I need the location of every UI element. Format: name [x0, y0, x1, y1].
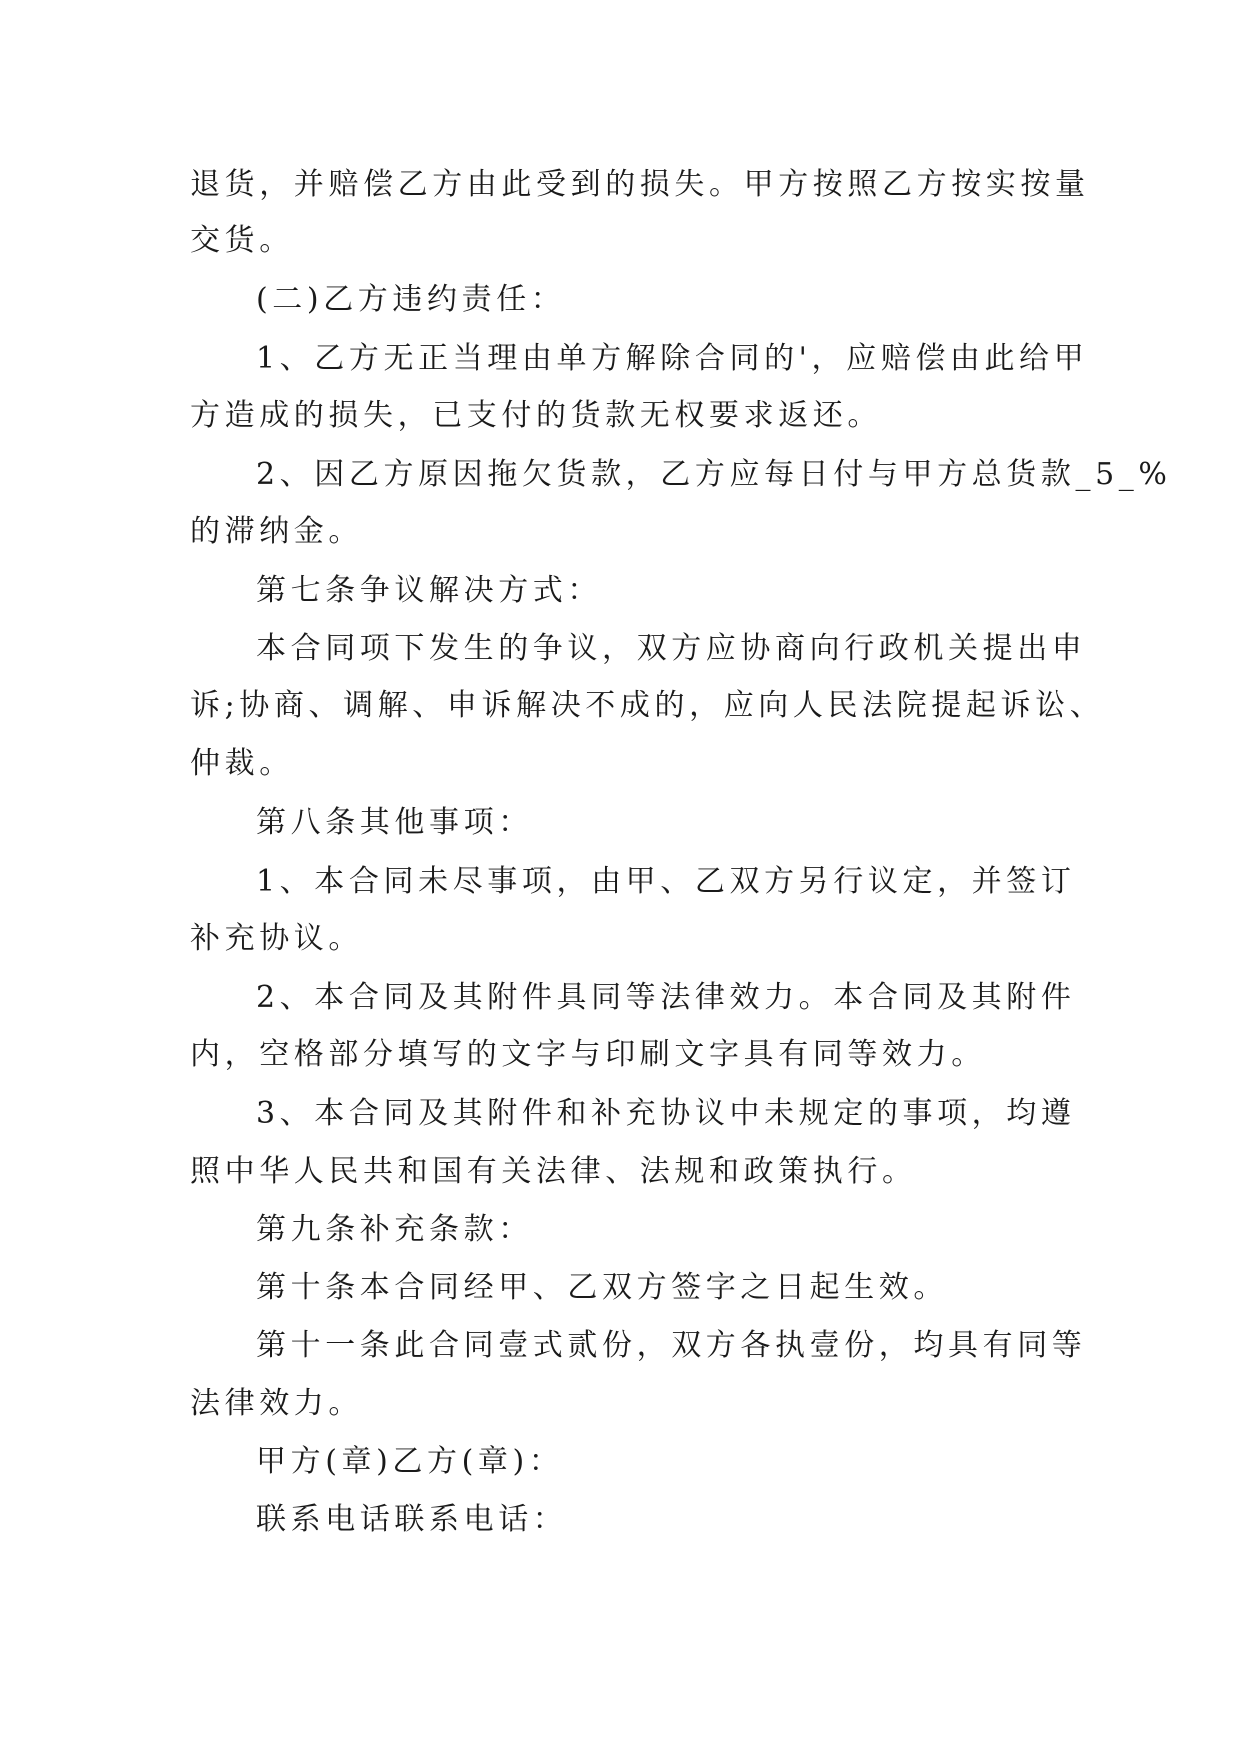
article-text: 第十一条此合同壹式贰份，双方各执壹份，均具有同等 [256, 1328, 1087, 1363]
text-line: 照中华人民共和国有关法律、法规和政策执行。 [190, 1154, 917, 1189]
text-line: 法律效力。 [190, 1386, 363, 1421]
text-line: 的滞纳金。 [190, 514, 363, 549]
section-heading: (二)乙方违约责任： [256, 282, 566, 317]
text-line: 3、本合同及其附件和补充协议中未规定的事项，均遵 [256, 1096, 1076, 1131]
text-line: 交货。 [190, 223, 294, 258]
text-line: 仲裁。 [190, 746, 294, 781]
article-heading: 第九条补充条款： [256, 1212, 533, 1247]
text-line: 退货，并赔偿乙方由此受到的损失。甲方按照乙方按实按量 [190, 167, 1090, 202]
text-line: 方造成的损失，已支付的货款无权要求返还。 [190, 398, 882, 433]
text-line: 2、本合同及其附件具同等法律效力。本合同及其附件 [256, 980, 1076, 1015]
text-line: 1、本合同未尽事项，由甲、乙双方另行议定，并签订 [256, 864, 1076, 899]
text-line: 补充协议。 [190, 921, 363, 956]
text-line: 本合同项下发生的争议，双方应协商向行政机关提出申 [256, 631, 1087, 666]
text-line: 2、因乙方原因拖欠货款，乙方应每日付与甲方总货款_5_% [256, 457, 1172, 492]
article-heading: 第七条争议解决方式： [256, 573, 602, 608]
text-line: 内，空格部分填写的文字与印刷文字具有同等效力。 [190, 1037, 986, 1072]
text-line: 诉;协商、调解、申诉解决不成的，应向人民法院提起诉讼、 [190, 688, 1105, 723]
text-line: 1、乙方无正当理由单方解除合同的'，应赔偿由此给甲 [256, 341, 1089, 376]
contact-phone-line: 联系电话联系电话： [256, 1502, 568, 1537]
article-text: 第十条本合同经甲、乙双方签字之日起生效。 [256, 1270, 948, 1305]
signature-line: 甲方(章)乙方(章)： [256, 1444, 564, 1479]
article-heading: 第八条其他事项： [256, 805, 533, 840]
